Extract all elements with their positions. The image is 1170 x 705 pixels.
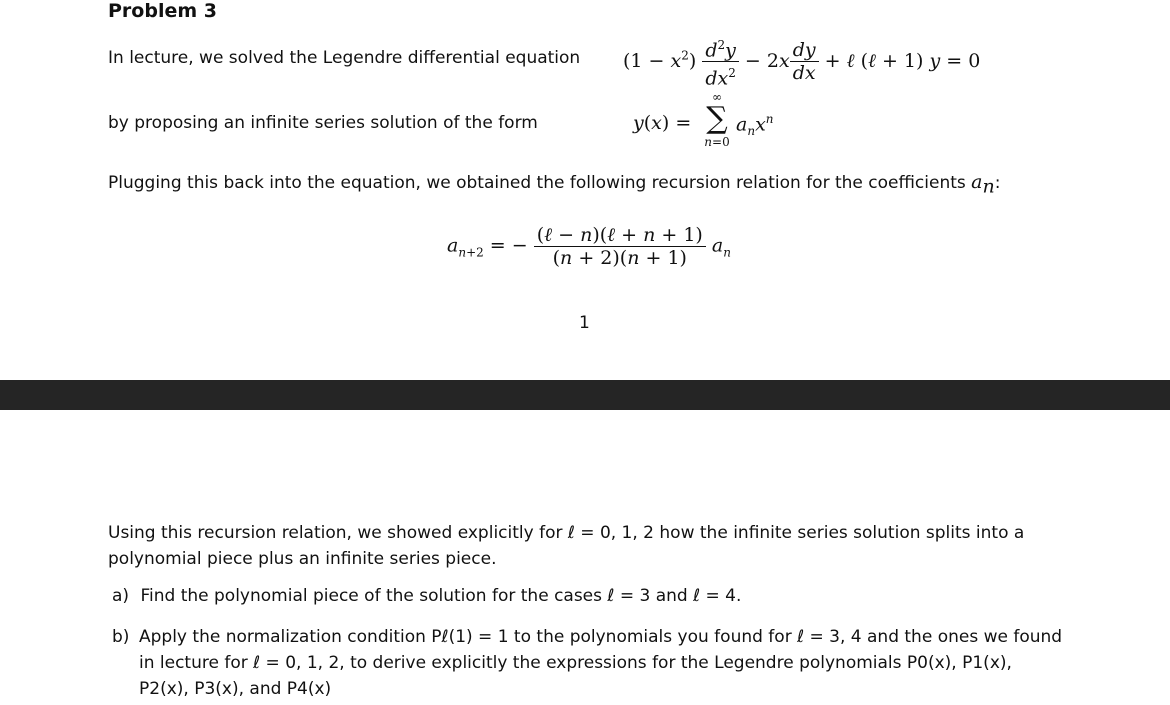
page-number: 1 (579, 313, 590, 333)
item-a-label: a) (112, 586, 130, 606)
series-equation: y(x) = (633, 112, 692, 134)
recursion-equation: $a_{n+2}$ = − $\frac{\text{(ℓ − n)(ℓ + n + 1)}}{(n + 2)(n + 1)}$ $a_n$ (447, 224, 731, 269)
item-a (112, 586, 1062, 606)
series-term: $a_nx^n$ (736, 112, 774, 139)
page-divider (0, 380, 1170, 410)
legendre-equation: $(1 - x^2)$ $\frac{d^2y}{dx^2}$ − 2x $\frac{dy}{dx}$ + ℓ (ℓ + 1) y = 0 (623, 34, 980, 90)
paragraph-2: Using this recursion relation, we showed explicitly for ℓ = 0, 1, 2 how the infinite series solution splits into a polynomial piece plus an infinite series piece. (108, 523, 1025, 569)
item-a-text: Find the polynomial piece of the solution for the cases ℓ = 3 and ℓ = 4. (140, 586, 742, 606)
intro-text: In lecture, we solved the Legendre differential equation (108, 48, 581, 68)
series-text: by proposing an infinite series solution of the form (108, 113, 538, 133)
problem-title: Problem 3 (108, 0, 217, 22)
sum-symbol: ∞ ∑ n=0 (704, 90, 730, 149)
item-b-label: b) (112, 627, 130, 647)
item-b-text: Apply the normalization condition Pℓ(1) = 1 to the polynomials you found for ℓ = 3, 4 and the ones we found in lecture for ℓ = 0, 1, 2, to derive explicitly the expressions for the Legendre polynomials P0(x), P1(x), P2(x), P3(x), and P4(x) (139, 627, 1063, 699)
item-b (112, 624, 1067, 702)
plug-text: Plugging this back into the equation, we obtained the following recursion relation for the coefficients $a_n$: (108, 171, 1001, 198)
